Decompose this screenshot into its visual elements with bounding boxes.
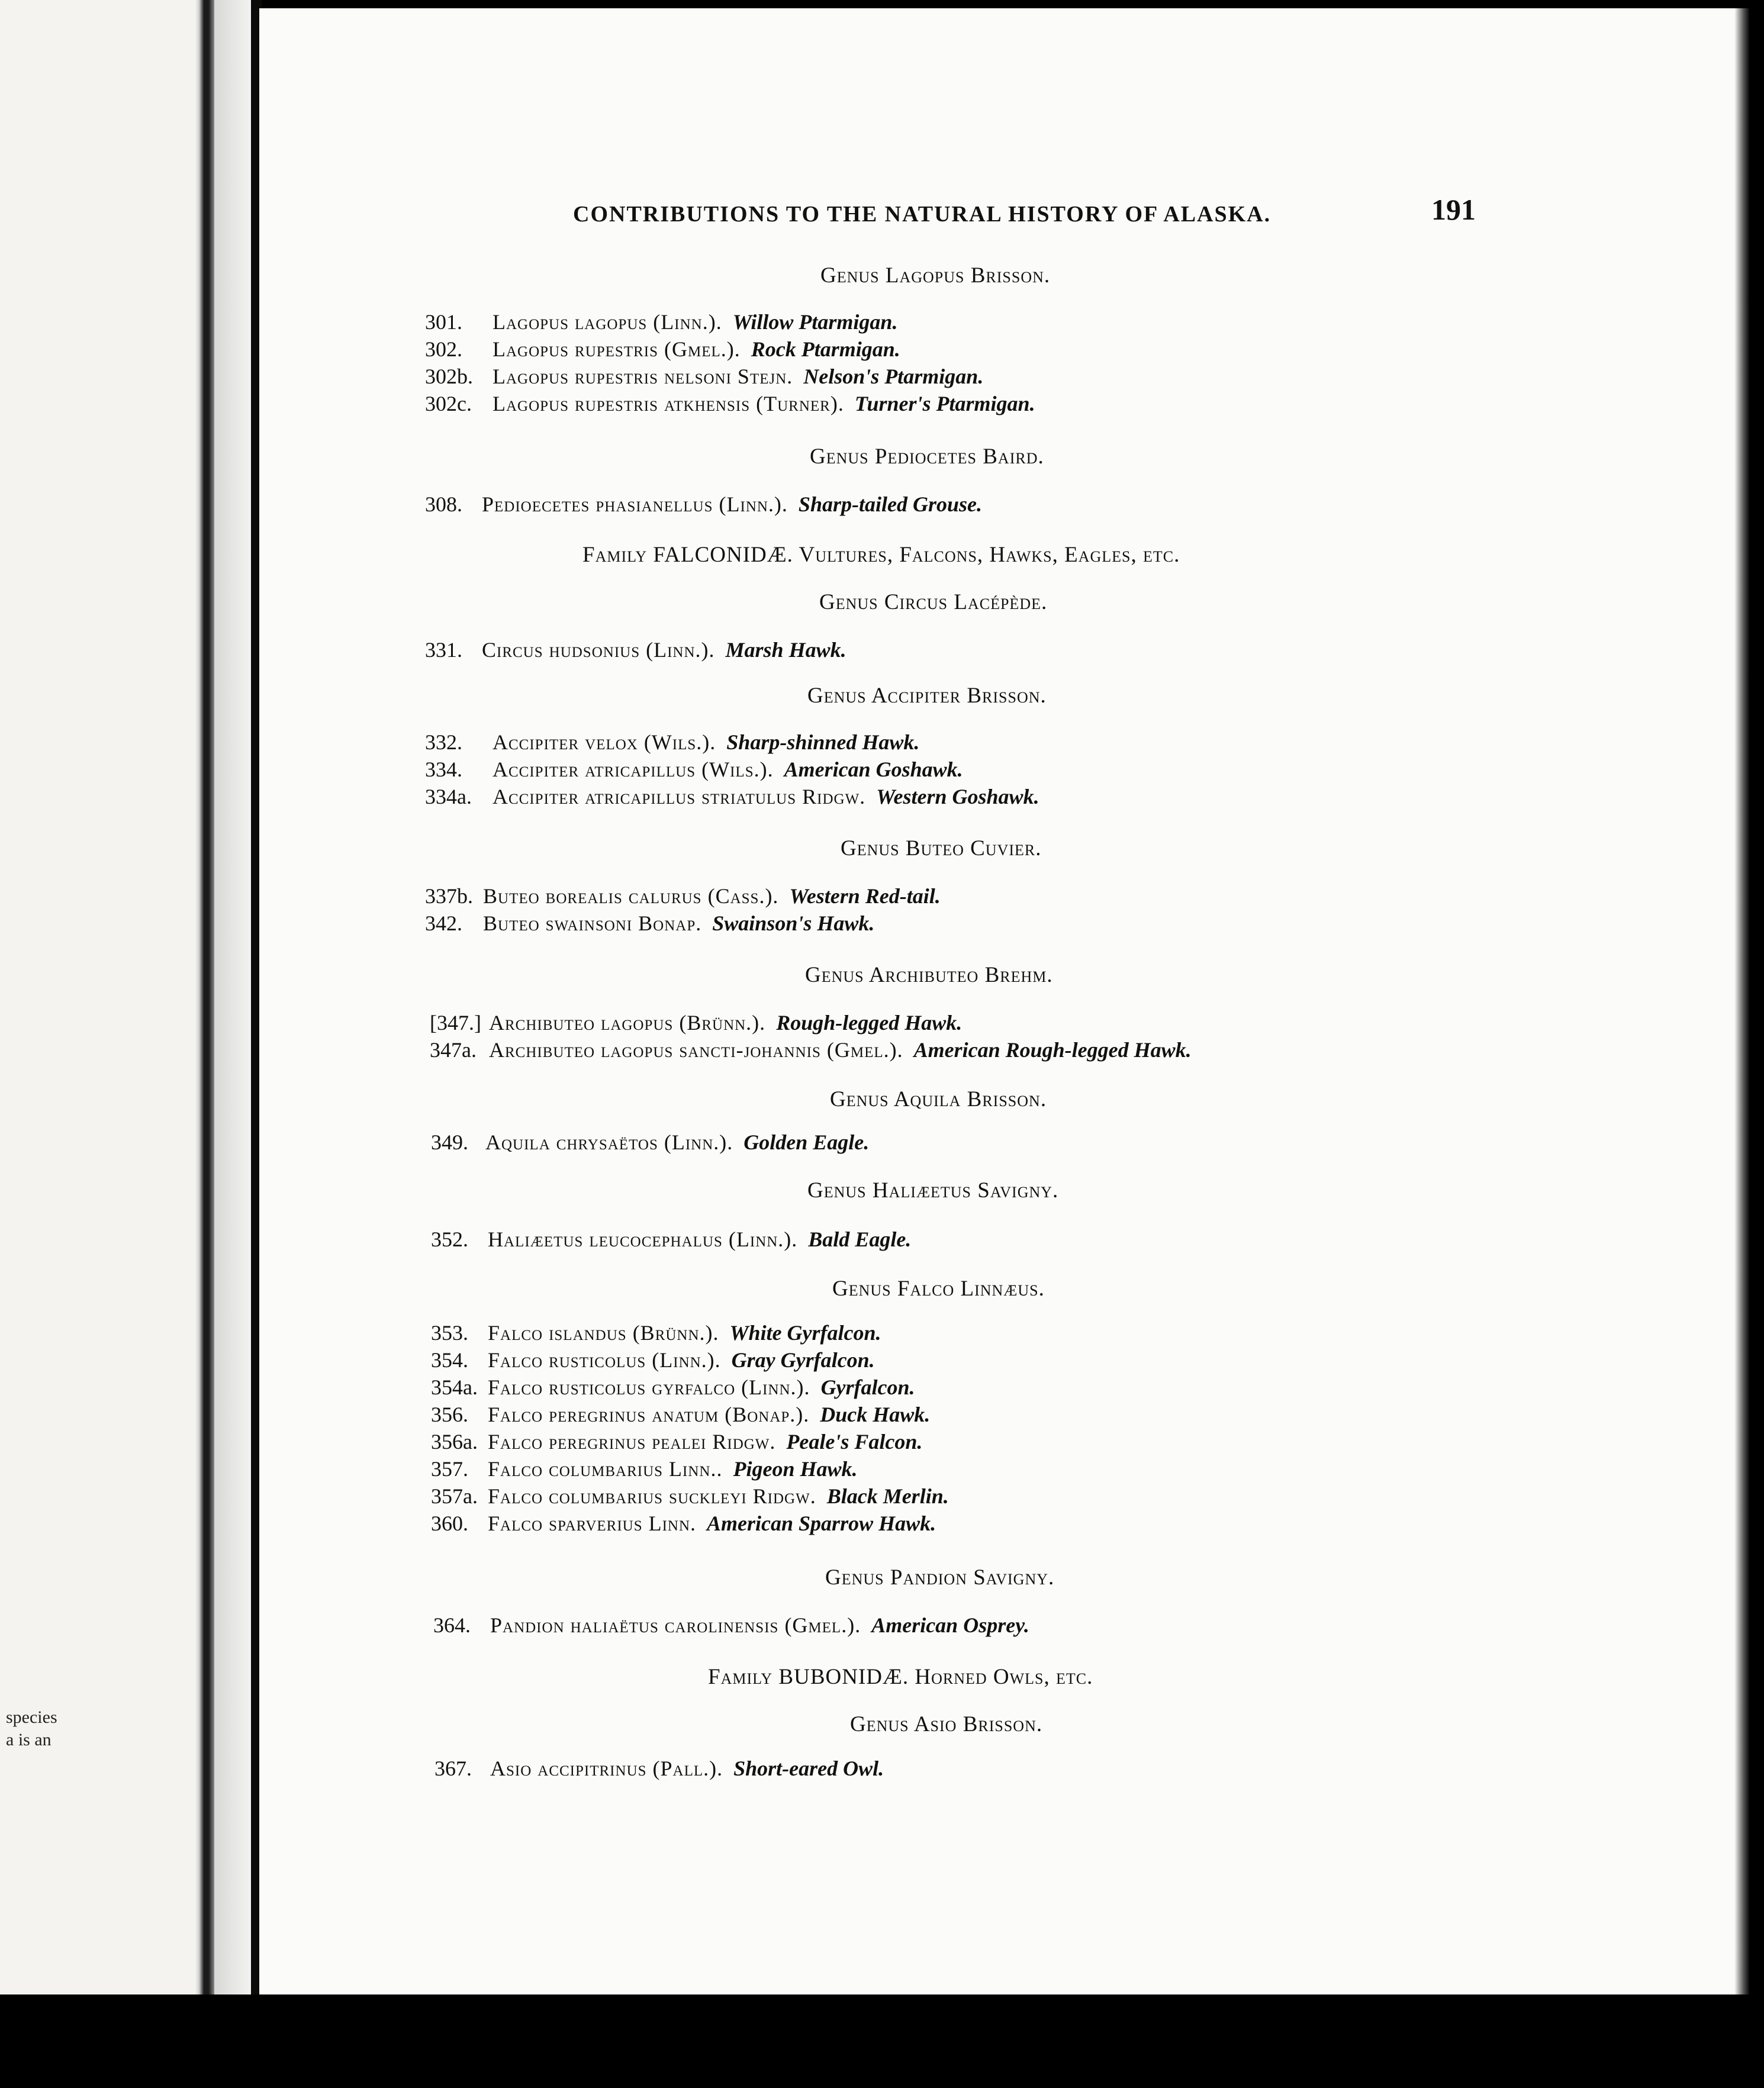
entry-number: 347a.	[430, 1038, 477, 1062]
species-entry	[431, 1484, 949, 1508]
entry-number: 302b.	[425, 365, 473, 388]
entry-number: 331.	[425, 638, 462, 662]
species-name: Lagopus rupestris atkhensis (Turner).	[492, 392, 844, 415]
entry-number: 354.	[431, 1348, 468, 1372]
species-entry	[425, 911, 874, 935]
entry-number: 302c.	[425, 392, 472, 415]
species-entry	[431, 1403, 930, 1426]
entry-number: 360.	[431, 1512, 468, 1535]
common-name: Marsh Hawk.	[725, 638, 846, 662]
entry-number: 357a.	[431, 1484, 478, 1508]
genus-heading: Genus Haliæetus Savigny.	[807, 1178, 1059, 1203]
scan-bottom-border	[0, 1994, 1764, 2088]
common-name: Nelson's Ptarmigan.	[803, 365, 984, 388]
species-name: Accipiter atricapillus striatulus Ridgw.	[492, 785, 866, 808]
common-name: Willow Ptarmigan.	[732, 310, 898, 334]
common-name: Gray Gyrfalcon.	[731, 1348, 875, 1372]
common-name: Gyrfalcon.	[820, 1375, 915, 1399]
species-name: Falco columbarius suckleyi Ridgw.	[488, 1484, 816, 1508]
species-name: Falco rusticolus gyrfalco (Linn.).	[488, 1375, 810, 1399]
genus-heading: Genus Aquila Brisson.	[830, 1087, 1047, 1111]
species-name: Aquila chrysaëtos (Linn.).	[485, 1130, 733, 1154]
common-name: Turner's Ptarmigan.	[854, 392, 1035, 415]
entry-number: 352.	[431, 1227, 468, 1251]
genus-heading: Genus Asio Brisson.	[850, 1712, 1043, 1736]
common-name: Duck Hawk.	[820, 1403, 931, 1426]
species-entry	[431, 1512, 936, 1535]
species-entry	[431, 1430, 922, 1454]
entry-number: 367.	[434, 1757, 472, 1780]
margin-note-line-2: a is an	[6, 1730, 51, 1749]
species-name: Asio accipitrinus (Pall.).	[490, 1757, 723, 1780]
species-name: Accipiter atricapillus (Wils.).	[492, 758, 774, 781]
species-name: Lagopus rupestris (Gmel.).	[492, 337, 741, 361]
species-name: Falco columbarius Linn..	[488, 1457, 723, 1481]
species-entry	[425, 310, 897, 334]
species-entry	[431, 1321, 881, 1345]
entry-number: 356.	[431, 1403, 468, 1426]
species-name: Buteo swainsoni Bonap.	[483, 911, 702, 935]
species-name: Archibuteo lagopus (Brünn.).	[489, 1011, 766, 1035]
entry-number: 354a.	[431, 1375, 478, 1399]
common-name: White Gyrfalcon.	[729, 1321, 881, 1345]
common-name: Rock Ptarmigan.	[751, 337, 900, 361]
entry-number: 302.	[425, 337, 462, 361]
entry-number: 342.	[425, 911, 462, 935]
species-name: Pedioecetes phasianellus (Linn.).	[482, 492, 788, 516]
species-entry	[425, 492, 982, 516]
entry-number: [347.]	[430, 1011, 481, 1035]
entry-number: 332.	[425, 730, 462, 754]
species-name: Falco sparverius Linn.	[488, 1512, 697, 1535]
species-entry	[431, 1457, 858, 1481]
species-entry	[425, 337, 900, 361]
common-name: Golden Eagle.	[743, 1130, 870, 1154]
species-entry	[425, 392, 1035, 415]
species-entry	[430, 1011, 962, 1035]
family-heading: Family FALCONIDÆ. Vultures, Falcons, Hawks, Eagles, etc.	[582, 543, 1180, 567]
species-name: Lagopus lagopus (Linn.).	[492, 310, 722, 334]
entry-number: 364.	[433, 1613, 471, 1637]
species-entry	[434, 1757, 884, 1780]
species-name: Falco peregrinus anatum (Bonap.).	[488, 1403, 810, 1426]
genus-heading: Genus Accipiter Brisson.	[807, 684, 1047, 708]
species-entry	[425, 884, 941, 908]
species-entry	[433, 1613, 1029, 1637]
species-name: Lagopus rupestris nelsoni Stejn.	[492, 365, 793, 388]
common-name: Western Goshawk.	[876, 785, 1039, 808]
species-entry	[425, 758, 963, 781]
common-name: Sharp-shinned Hawk.	[726, 730, 920, 754]
genus-heading: Genus Circus Lacépède.	[819, 590, 1048, 614]
page-right-edge	[1734, 8, 1750, 2003]
book-spine-edge	[195, 0, 214, 2088]
species-name: Circus hudsonius (Linn.).	[482, 638, 715, 662]
species-name: Pandion haliaëtus carolinensis (Gmel.).	[490, 1613, 861, 1637]
genus-heading: Genus Archibuteo Brehm.	[805, 963, 1053, 987]
species-entry	[425, 365, 983, 388]
species-entry	[431, 1375, 915, 1399]
family-heading: Family BUBONIDÆ. Horned Owls, etc.	[708, 1665, 1093, 1689]
common-name: Bald Eagle.	[808, 1227, 912, 1251]
entry-number: 308.	[425, 492, 462, 516]
common-name: Swainson's Hawk.	[712, 911, 875, 935]
species-entry	[425, 785, 1039, 808]
genus-heading: Genus Pandion Savigny.	[825, 1565, 1055, 1590]
genus-heading: Genus Lagopus Brisson.	[820, 263, 1051, 288]
entry-number: 334a.	[425, 785, 472, 808]
species-entry	[431, 1227, 911, 1251]
common-name: Western Red-tail.	[789, 884, 941, 908]
common-name: American Rough-legged Hawk.	[913, 1038, 1192, 1062]
common-name: American Goshawk.	[784, 758, 963, 781]
common-name: Black Merlin.	[826, 1484, 949, 1508]
common-name: American Osprey.	[871, 1613, 1029, 1637]
common-name: Sharp-tailed Grouse.	[798, 492, 982, 516]
entry-number: 349.	[431, 1130, 468, 1154]
common-name: Short-eared Owl.	[733, 1757, 884, 1780]
species-name: Falco peregrinus pealei Ridgw.	[488, 1430, 776, 1454]
species-entry	[431, 1130, 869, 1154]
entry-number: 301.	[425, 310, 462, 334]
species-name: Falco islandus (Brünn.).	[488, 1321, 719, 1345]
species-entry	[430, 1038, 1192, 1062]
entry-number: 356a.	[431, 1430, 478, 1454]
page-fold-shadow	[214, 0, 256, 2088]
entry-number: 357.	[431, 1457, 468, 1481]
species-entry	[431, 1348, 875, 1372]
species-name: Accipiter velox (Wils.).	[492, 730, 716, 754]
page-number: 191	[1431, 193, 1476, 226]
species-entry	[425, 638, 846, 662]
species-entry	[425, 730, 919, 754]
genus-heading: Genus Pediocetes Baird.	[810, 444, 1044, 469]
common-name: Pigeon Hawk.	[733, 1457, 858, 1481]
species-name: Archibuteo lagopus sancti-johannis (Gmel.).	[489, 1038, 903, 1062]
entry-number: 337b.	[425, 884, 473, 908]
margin-note-line-1: species	[6, 1707, 57, 1727]
species-name: Buteo borealis calurus (Cass.).	[483, 884, 779, 908]
common-name: Rough-legged Hawk.	[776, 1011, 963, 1035]
genus-heading: Genus Buteo Cuvier.	[841, 836, 1042, 861]
species-name: Haliæetus leucocephalus (Linn.).	[488, 1227, 798, 1251]
entry-number: 353.	[431, 1321, 468, 1345]
scanned-page	[259, 8, 1750, 2003]
common-name: Peale's Falcon.	[786, 1430, 923, 1454]
genus-heading: Genus Falco Linnæus.	[832, 1277, 1045, 1301]
species-name: Falco rusticolus (Linn.).	[488, 1348, 721, 1372]
common-name: American Sparrow Hawk.	[707, 1512, 936, 1535]
running-head: CONTRIBUTIONS TO THE NATURAL HISTORY OF ALASKA.	[573, 202, 1272, 227]
entry-number: 334.	[425, 758, 462, 781]
